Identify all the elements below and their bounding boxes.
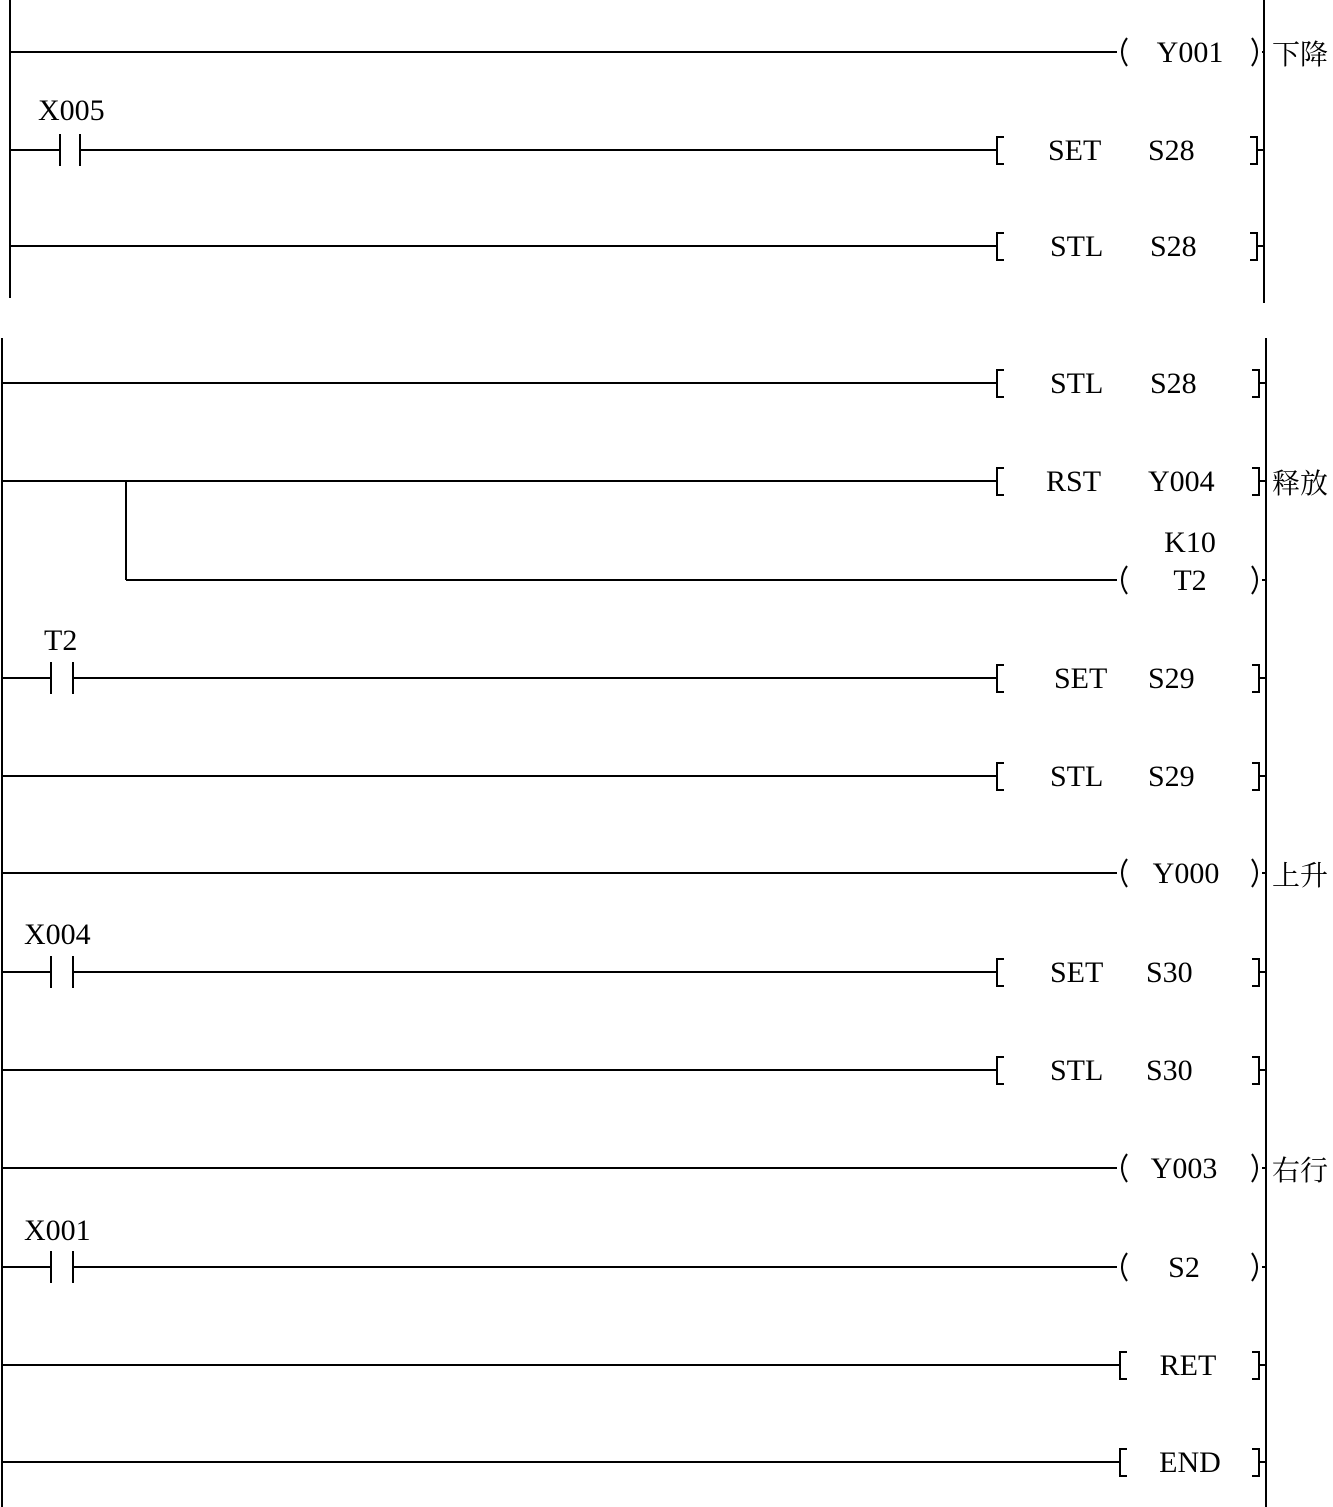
instruction-op: RST [1046,465,1102,498]
rung-output-coil-y003 [2,1152,1328,1187]
rung-end [2,1446,1266,1479]
rung-stl-s28 [10,230,1264,263]
instruction-op: STL [1050,230,1104,263]
normally-open-contact [51,1251,73,1283]
instruction-operand: S30 [1146,1054,1193,1087]
rung-comment: 上升 [1272,859,1329,892]
rung-output-coil-s2 [2,1214,1266,1284]
rung-comment: 右行 [1272,1154,1329,1187]
rung-stl-s28 [2,367,1266,400]
timer-preset: K10 [1164,526,1216,559]
rung-rst-y004 [2,465,1328,500]
normally-open-contact [60,134,80,166]
coil-operand: Y003 [1150,1152,1218,1185]
instruction-op: SET [1048,134,1102,167]
normally-open-contact [51,956,73,988]
instruction-op: END [1159,1446,1221,1479]
instruction-op: SET [1050,956,1104,989]
contact-label: X005 [38,94,105,127]
rung-timer-t2 [126,481,1266,597]
instruction-op: RET [1159,1349,1217,1382]
instruction-operand: S28 [1150,367,1197,400]
coil-operand: S2 [1168,1251,1200,1284]
rung-ret [2,1349,1266,1382]
rung-output-coil-y001 [10,36,1328,71]
normally-open-contact [51,662,73,694]
instruction-operand: S28 [1150,230,1197,263]
contact-label: X001 [24,1214,91,1247]
rung-output-coil-y000 [2,857,1328,892]
rung-stl-s30 [2,1054,1266,1087]
rung-set-s29 [2,624,1266,695]
coil-operand: Y001 [1156,36,1224,69]
contact-label: T2 [44,624,78,657]
instruction-operand: S28 [1148,134,1195,167]
rung-stl-s29 [2,760,1266,793]
rung-comment: 下降 [1272,38,1329,71]
instruction-op: SET [1054,662,1108,695]
instruction-operand: S29 [1148,662,1195,695]
coil-operand: Y000 [1152,857,1220,890]
contact-label: X004 [24,918,91,951]
rung-set-s28 [10,94,1264,167]
rung-comment: 释放 [1272,467,1329,500]
instruction-op: STL [1050,760,1104,793]
rung-set-s30 [2,918,1266,989]
instruction-op: STL [1050,367,1104,400]
instruction-operand: S30 [1146,956,1193,989]
instruction-operand: Y004 [1148,465,1215,498]
coil-operand: T2 [1173,564,1207,597]
instruction-operand: S29 [1148,760,1195,793]
instruction-op: STL [1050,1054,1104,1087]
